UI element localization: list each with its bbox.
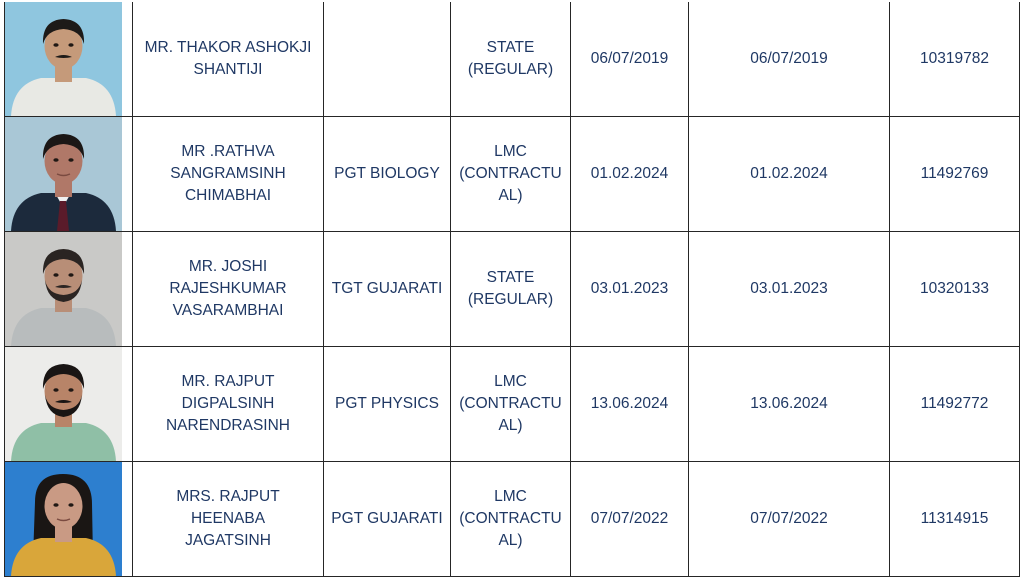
date-2-cell: 01.02.2024 — [689, 117, 890, 232]
staff-name-line: RAJESHKUMAR — [169, 280, 287, 297]
appointment-type-cell — [451, 347, 571, 462]
appointment-type-cell — [451, 462, 571, 577]
photo-cell — [5, 117, 133, 232]
staff-name-line: SANGRAMSINH — [170, 165, 286, 182]
post-cell: PGT BIOLOGY — [324, 117, 451, 232]
staff-name-line: MR. RAJPUT — [181, 373, 275, 390]
staff-name-cell — [133, 2, 324, 117]
date-1-cell: 06/07/2019 — [571, 2, 689, 117]
appointment-type-line: STATE — [486, 39, 535, 56]
staff-name-cell — [133, 347, 324, 462]
staff-photo — [5, 462, 122, 576]
employee-code-cell: 10319782 — [890, 2, 1020, 117]
portrait-drawing — [5, 117, 122, 231]
photo-cell — [5, 2, 133, 117]
appointment-type-line: (CONTRACTU — [459, 395, 562, 412]
staff-photo — [5, 347, 122, 461]
appointment-type-line: (REGULAR) — [467, 61, 554, 78]
appointment-type-cell — [451, 232, 571, 347]
photo-cell — [5, 232, 133, 347]
employee-code-cell: 11492772 — [890, 347, 1020, 462]
staff-photo — [5, 117, 122, 231]
table-row — [5, 347, 1020, 462]
date-1-cell: 13.06.2024 — [571, 347, 689, 462]
date-2-cell: 13.06.2024 — [689, 347, 890, 462]
staff-name-cell — [133, 117, 324, 232]
staff-table-body — [5, 2, 1020, 577]
appointment-type-line: AL) — [498, 532, 523, 549]
staff-photo — [5, 232, 122, 346]
staff-name-line: MRS. RAJPUT HEENABA — [176, 488, 280, 527]
post-cell: TGT GUJARATI — [324, 232, 451, 347]
post-cell: PGT GUJARATI — [324, 462, 451, 577]
staff-name-cell — [133, 462, 324, 577]
portrait-drawing — [5, 347, 122, 461]
employee-code-cell: 11314915 — [890, 462, 1020, 577]
table-row — [5, 117, 1020, 232]
staff-name-line: NARENDRASINH — [165, 417, 290, 434]
appointment-type-line: (CONTRACTU — [459, 510, 562, 527]
appointment-type-cell — [451, 117, 571, 232]
photo-cell — [5, 347, 133, 462]
table-row — [5, 2, 1020, 117]
staff-name-cell — [133, 232, 324, 347]
staff-table — [4, 2, 1020, 577]
staff-name-line: MR. JOSHI — [188, 258, 268, 275]
appointment-type-line: STATE — [486, 269, 535, 286]
employee-code-cell: 10320133 — [890, 232, 1020, 347]
staff-name-line: DIGPALSINH — [181, 395, 275, 412]
appointment-type-line: LMC — [494, 373, 527, 390]
post-cell: PGT PHYSICS — [324, 347, 451, 462]
post-cell — [324, 2, 451, 117]
staff-photo — [5, 2, 122, 116]
portrait-drawing — [5, 232, 122, 346]
appointment-type-line: LMC — [494, 143, 527, 160]
date-2-cell: 07/07/2022 — [689, 462, 890, 577]
date-2-cell: 03.01.2023 — [689, 232, 890, 347]
table-row — [5, 462, 1020, 577]
staff-name-line: MR. THAKOR ASHOKJI — [144, 39, 312, 56]
appointment-type-line: (REGULAR) — [467, 291, 554, 308]
date-1-cell: 01.02.2024 — [571, 117, 689, 232]
date-1-cell: 07/07/2022 — [571, 462, 689, 577]
appointment-type-line: (CONTRACTU — [459, 165, 562, 182]
employee-code-cell: 11492769 — [890, 117, 1020, 232]
appointment-type-line: LMC — [494, 488, 527, 505]
date-2-cell: 06/07/2019 — [689, 2, 890, 117]
staff-name-line: VASARAMBHAI — [172, 302, 284, 319]
staff-name-line: JAGATSINH — [185, 532, 271, 549]
staff-name-line: MR .RATHVA — [181, 143, 275, 160]
staff-name-line: SHANTIJI — [193, 61, 263, 78]
appointment-type-line: AL) — [498, 417, 523, 434]
appointment-type-line: AL) — [498, 187, 523, 204]
table-row — [5, 232, 1020, 347]
photo-cell — [5, 462, 133, 577]
staff-name-line: CHIMABHAI — [184, 187, 272, 204]
date-1-cell: 03.01.2023 — [571, 232, 689, 347]
portrait-drawing — [5, 2, 122, 116]
portrait-drawing — [5, 462, 122, 576]
appointment-type-cell — [451, 2, 571, 117]
